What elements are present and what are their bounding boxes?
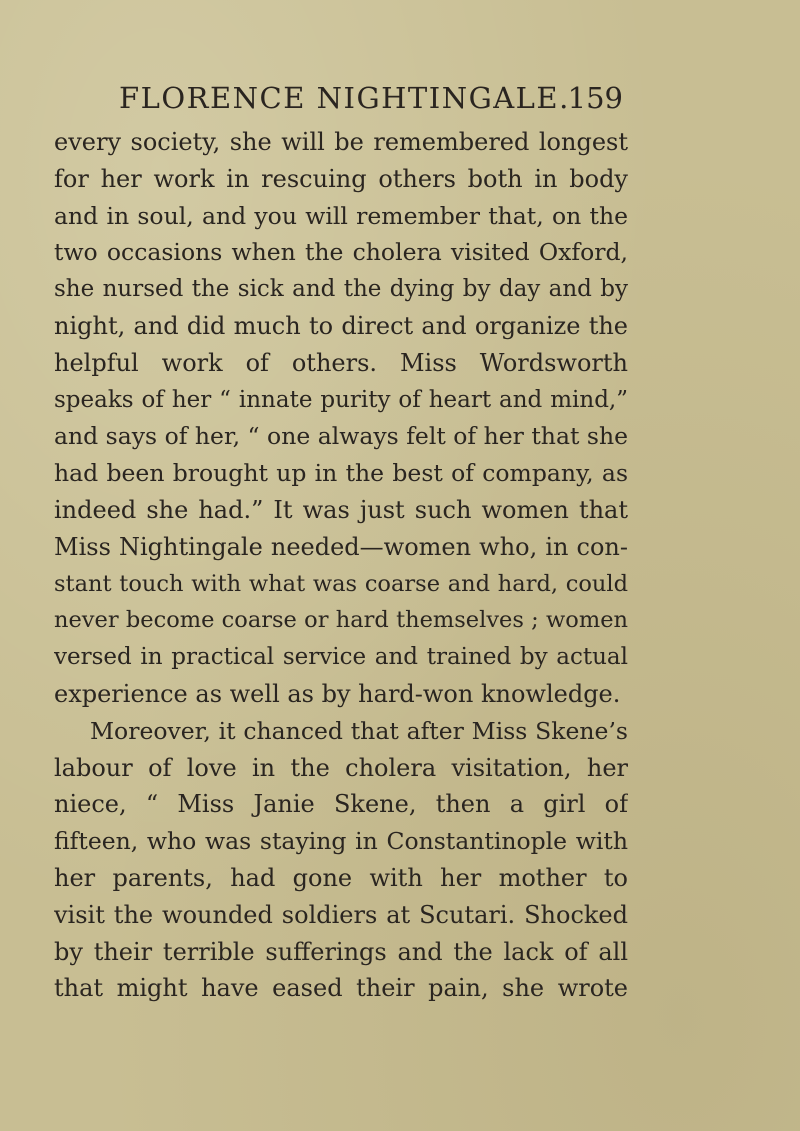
page-number: 159 [567,81,623,115]
text-line: never become coarse or hard themselves ; women [54,607,628,634]
text-line: speaks of her “ innate purity of heart and mind,” [54,386,628,413]
running-head [0,78,800,118]
text-line: her parents, had gone with her mother to [54,863,628,892]
running-head-title: FLORENCE NIGHTINGALE. [119,81,570,115]
text-line: by their terrible sufferings and the lack of all [54,937,628,966]
text-line: had been brought up in the best of company, as [54,459,628,488]
text-line: and says of her, “ one always felt of her that she [54,422,628,451]
text-line: Moreover, it chanced that after Miss Skene’s [90,716,628,745]
text-line: Miss Nightingale needed—women who, in con- [54,532,628,561]
text-line: versed in practical service and trained by actual [54,644,628,671]
body-text [54,124,628,1007]
text-line: for her work in rescuing others both in body [54,164,628,193]
text-line: helpful work of others. Miss Wordsworth [54,348,628,377]
text-line: two occasions when the cholera visited Oxford, [54,238,628,267]
text-line: night, and did much to direct and organize the [54,311,628,340]
text-line: that might have eased their pain, she wrote [54,974,628,1003]
text-line: she nursed the sick and the dying by day and by [54,276,628,303]
text-line: stant touch with what was coarse and hard, could [54,570,628,597]
text-line: labour of love in the cholera visitation, her [54,753,628,782]
text-line: visit the wounded soldiers at Scutari. Shocked [54,900,628,929]
text-line: and in soul, and you will remember that, on the [54,201,628,230]
text-line: niece, “ Miss Janie Skene, then a girl of [54,790,628,819]
text-line: every society, she will be remembered longest [54,128,628,156]
text-line: experience as well as by hard-won knowledge. [54,679,621,708]
text-line: fifteen, who was staying in Constantinople with [54,827,628,856]
text-line: indeed she had.” It was just such women that [54,495,628,524]
